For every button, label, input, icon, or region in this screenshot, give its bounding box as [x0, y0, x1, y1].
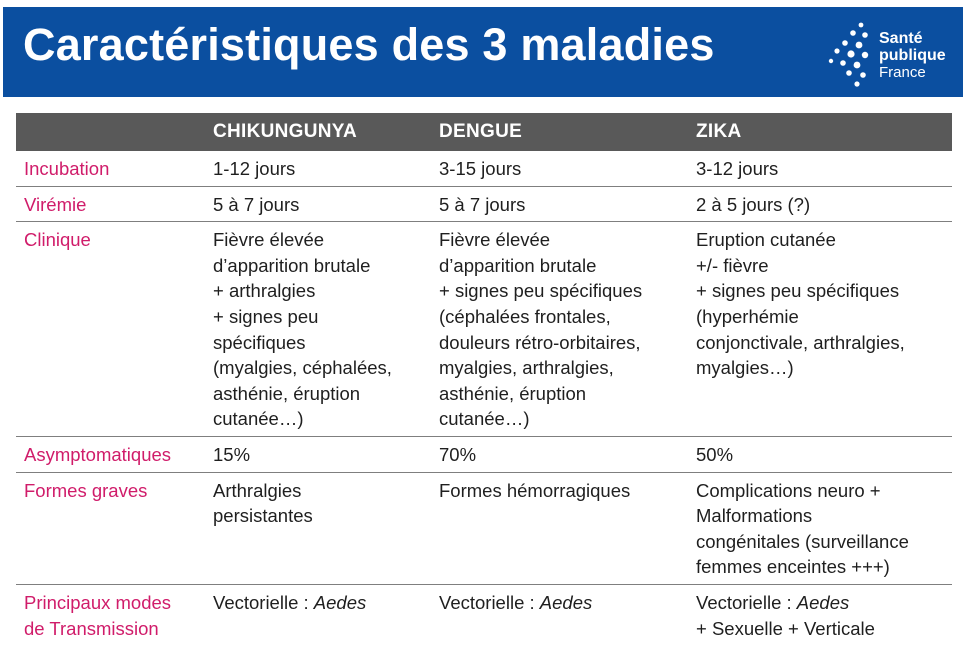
page-title: Caractéristiques des 3 maladies [23, 19, 715, 70]
row-label: Virémie [16, 186, 205, 222]
table-row-transmission [16, 584, 952, 645]
row-label: Incubation [16, 151, 205, 186]
row-label: Principaux modes de Transmission [24, 591, 172, 639]
header-empty [16, 113, 205, 151]
row-label: Clinique [16, 222, 205, 437]
cell-dengue: Vectorielle : Aedes [439, 591, 593, 613]
table-row-formes-graves [16, 472, 952, 584]
logo-line-1: Santé [879, 30, 923, 47]
cell-dengue: 70% [431, 436, 688, 472]
cell-zika: 2 à 5 jours (?) [688, 186, 952, 222]
table-row-clinique [16, 222, 952, 437]
cell-chikungunya: Fièvre élevée d’apparition brutale + arthralgies + signes peu spécifiques (myalgies, céphalées, asthénie, éruption cutanée…) [205, 222, 431, 437]
cell-zika: 3-12 jours [688, 151, 952, 186]
cell-dengue: Formes hémorragiques [431, 472, 688, 584]
table-row-asymptomatiques [16, 436, 952, 472]
header-chikungunya: CHIKUNGUNYA [205, 113, 431, 151]
logo-dots-icon [825, 21, 873, 91]
logo-wordmark [879, 30, 946, 81]
cell-chikungunya: Vectorielle : Aedes [213, 591, 367, 613]
cell-zika: 50% [688, 436, 952, 472]
row-label: Formes graves [16, 472, 205, 584]
cell-zika: Eruption cutanée +/- fièvre + signes peu spécifiques (hyperhémie conjonctivale, arthralgies, myalgies…) [688, 222, 952, 437]
logo-line-2: publique [879, 47, 946, 64]
sante-publique-france-logo [825, 21, 960, 91]
header-dengue: DENGUE [431, 113, 688, 151]
table-row-viremie [16, 186, 952, 222]
cell-dengue: 5 à 7 jours [431, 186, 688, 222]
title-banner [3, 7, 963, 97]
logo-line-3: France [879, 64, 926, 81]
cell-chikungunya: 5 à 7 jours [205, 186, 431, 222]
disease-comparison-table [16, 113, 952, 645]
cell-zika: Vectorielle : Aedes + Sexuelle + Verticale [696, 591, 875, 639]
cell-zika: Complications neuro + Malformations congénitales (surveillance femmes enceintes +++) [688, 472, 952, 584]
cell-chikungunya: Arthralgies persistantes [205, 472, 431, 584]
cell-dengue: 3-15 jours [431, 151, 688, 186]
cell-chikungunya: 1-12 jours [205, 151, 431, 186]
table-row-incubation [16, 151, 952, 186]
table-header-row [16, 113, 952, 151]
row-label: Asymptomatiques [16, 436, 205, 472]
cell-dengue: Fièvre élevée d’apparition brutale + signes peu spécifiques (céphalées frontales, douleurs rétro-orbitaires, myalgies, arthralgies, asthénie, éruption cutanée…) [431, 222, 688, 437]
cell-chikungunya: 15% [205, 436, 431, 472]
header-zika: ZIKA [688, 113, 952, 151]
